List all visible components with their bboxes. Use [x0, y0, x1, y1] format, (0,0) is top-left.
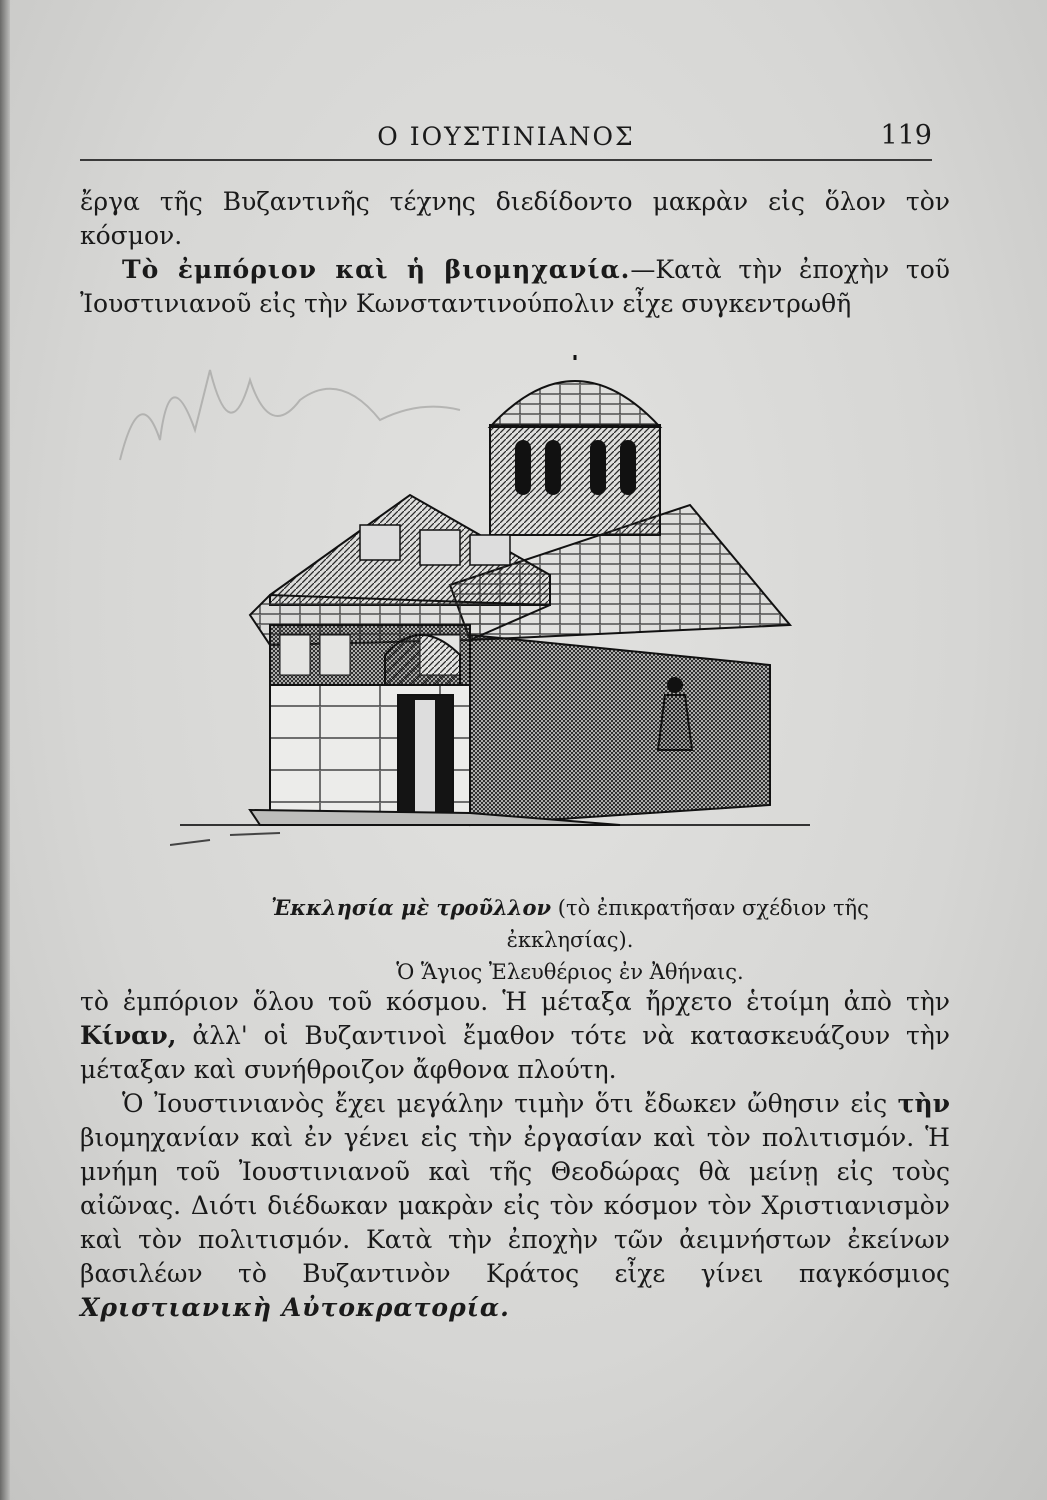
p1-end: ἀλλ' οἱ Βυζαντινοὶ ἔμαθον τότε νὰ κατασκευάζουν τὴν μέταξαν καὶ συνήθροιζον ἄφθονα πλούτη. — [80, 1021, 950, 1084]
p1-bold: Κίναν, — [80, 1021, 177, 1050]
church-drawing — [170, 355, 860, 875]
body-text — [80, 985, 950, 1325]
caption-rest: (τὸ ἐπικρατῆσαν σχέδιον τῆς ἐκκλησίας). — [506, 896, 869, 952]
page-binding-edge — [0, 0, 10, 1500]
paragraph-1 — [80, 985, 950, 1087]
p2-emphasis: Χριστιανικὴ Αὐτοκρατορία. — [80, 1293, 510, 1322]
page-number: 119 — [880, 120, 932, 151]
section-paragraph — [80, 253, 950, 321]
section-heading: Τὸ ἐμπόριον καὶ ἡ βιομηχανία. — [122, 255, 631, 284]
p2-start: Ὁ Ἰουστινιανὸς ἔχει μεγάλην τιμὴν ὅτι ἔδωκεν ὤθησιν εἰς — [122, 1089, 898, 1118]
caption-italic: Ἐκκλησία μὲ τροῦλλον — [271, 895, 552, 920]
p2-end: βιομηχανίαν καὶ ἐν γένει εἰς τὴν ἐργασίαν καὶ τὸν πολιτισμόν. Ἡ μνήμη τοῦ Ἰουστινιανοῦ καὶ τῆς Θεοδώρας θὰ μείνῃ εἰς τοὺς αἰῶνας. Διότι διέδωκαν μακρὰν εἰς τὸν κόσμον τὸν Χριστιανισμὸν καὶ τὸν πολιτισμόν. Κατὰ τὴν ἐποχὴν τῶν ἀειμνήστων ἐκείνων βασιλέων τὸ Βυζαντινὸν Κράτος εἶχε γίνει παγκόσμιος — [80, 1123, 950, 1288]
paragraph-continuation: ἔργα τῆς Βυζαντινῆς τέχνης διεδίδοντο μακρὰν εἰς ὅλον τὸν κόσμον. — [80, 187, 950, 250]
paragraph-2 — [80, 1087, 950, 1325]
caption-line-2: Ὁ Ἅγιος Ἐλευθέριος ἐν Ἀθήναις. — [396, 960, 744, 984]
caption-line-1 — [210, 892, 930, 956]
top-text — [80, 185, 950, 321]
p2-bold: τὴν — [897, 1089, 950, 1118]
figure-caption — [210, 892, 930, 988]
church-illustration — [170, 355, 860, 875]
running-title: Ο ΙΟΥΣΤΙΝΙΑΝΟΣ — [377, 122, 635, 151]
gable-panels — [360, 525, 510, 565]
header-rule — [80, 159, 932, 161]
p1-start: τὸ ἐμπόριον ὅλου τοῦ κόσμου. Ἡ μέταξα ἤρχετο ἑτοίμη ἀπὸ τὴν — [80, 987, 950, 1016]
section-text: —Κατὰ τὴν ἐποχὴν τοῦ Ἰουστινιανοῦ εἰς τὴν Κωνσταντινούπολιν εἶχε συγκεντρωθῆ — [80, 255, 950, 318]
page-header — [80, 118, 932, 158]
